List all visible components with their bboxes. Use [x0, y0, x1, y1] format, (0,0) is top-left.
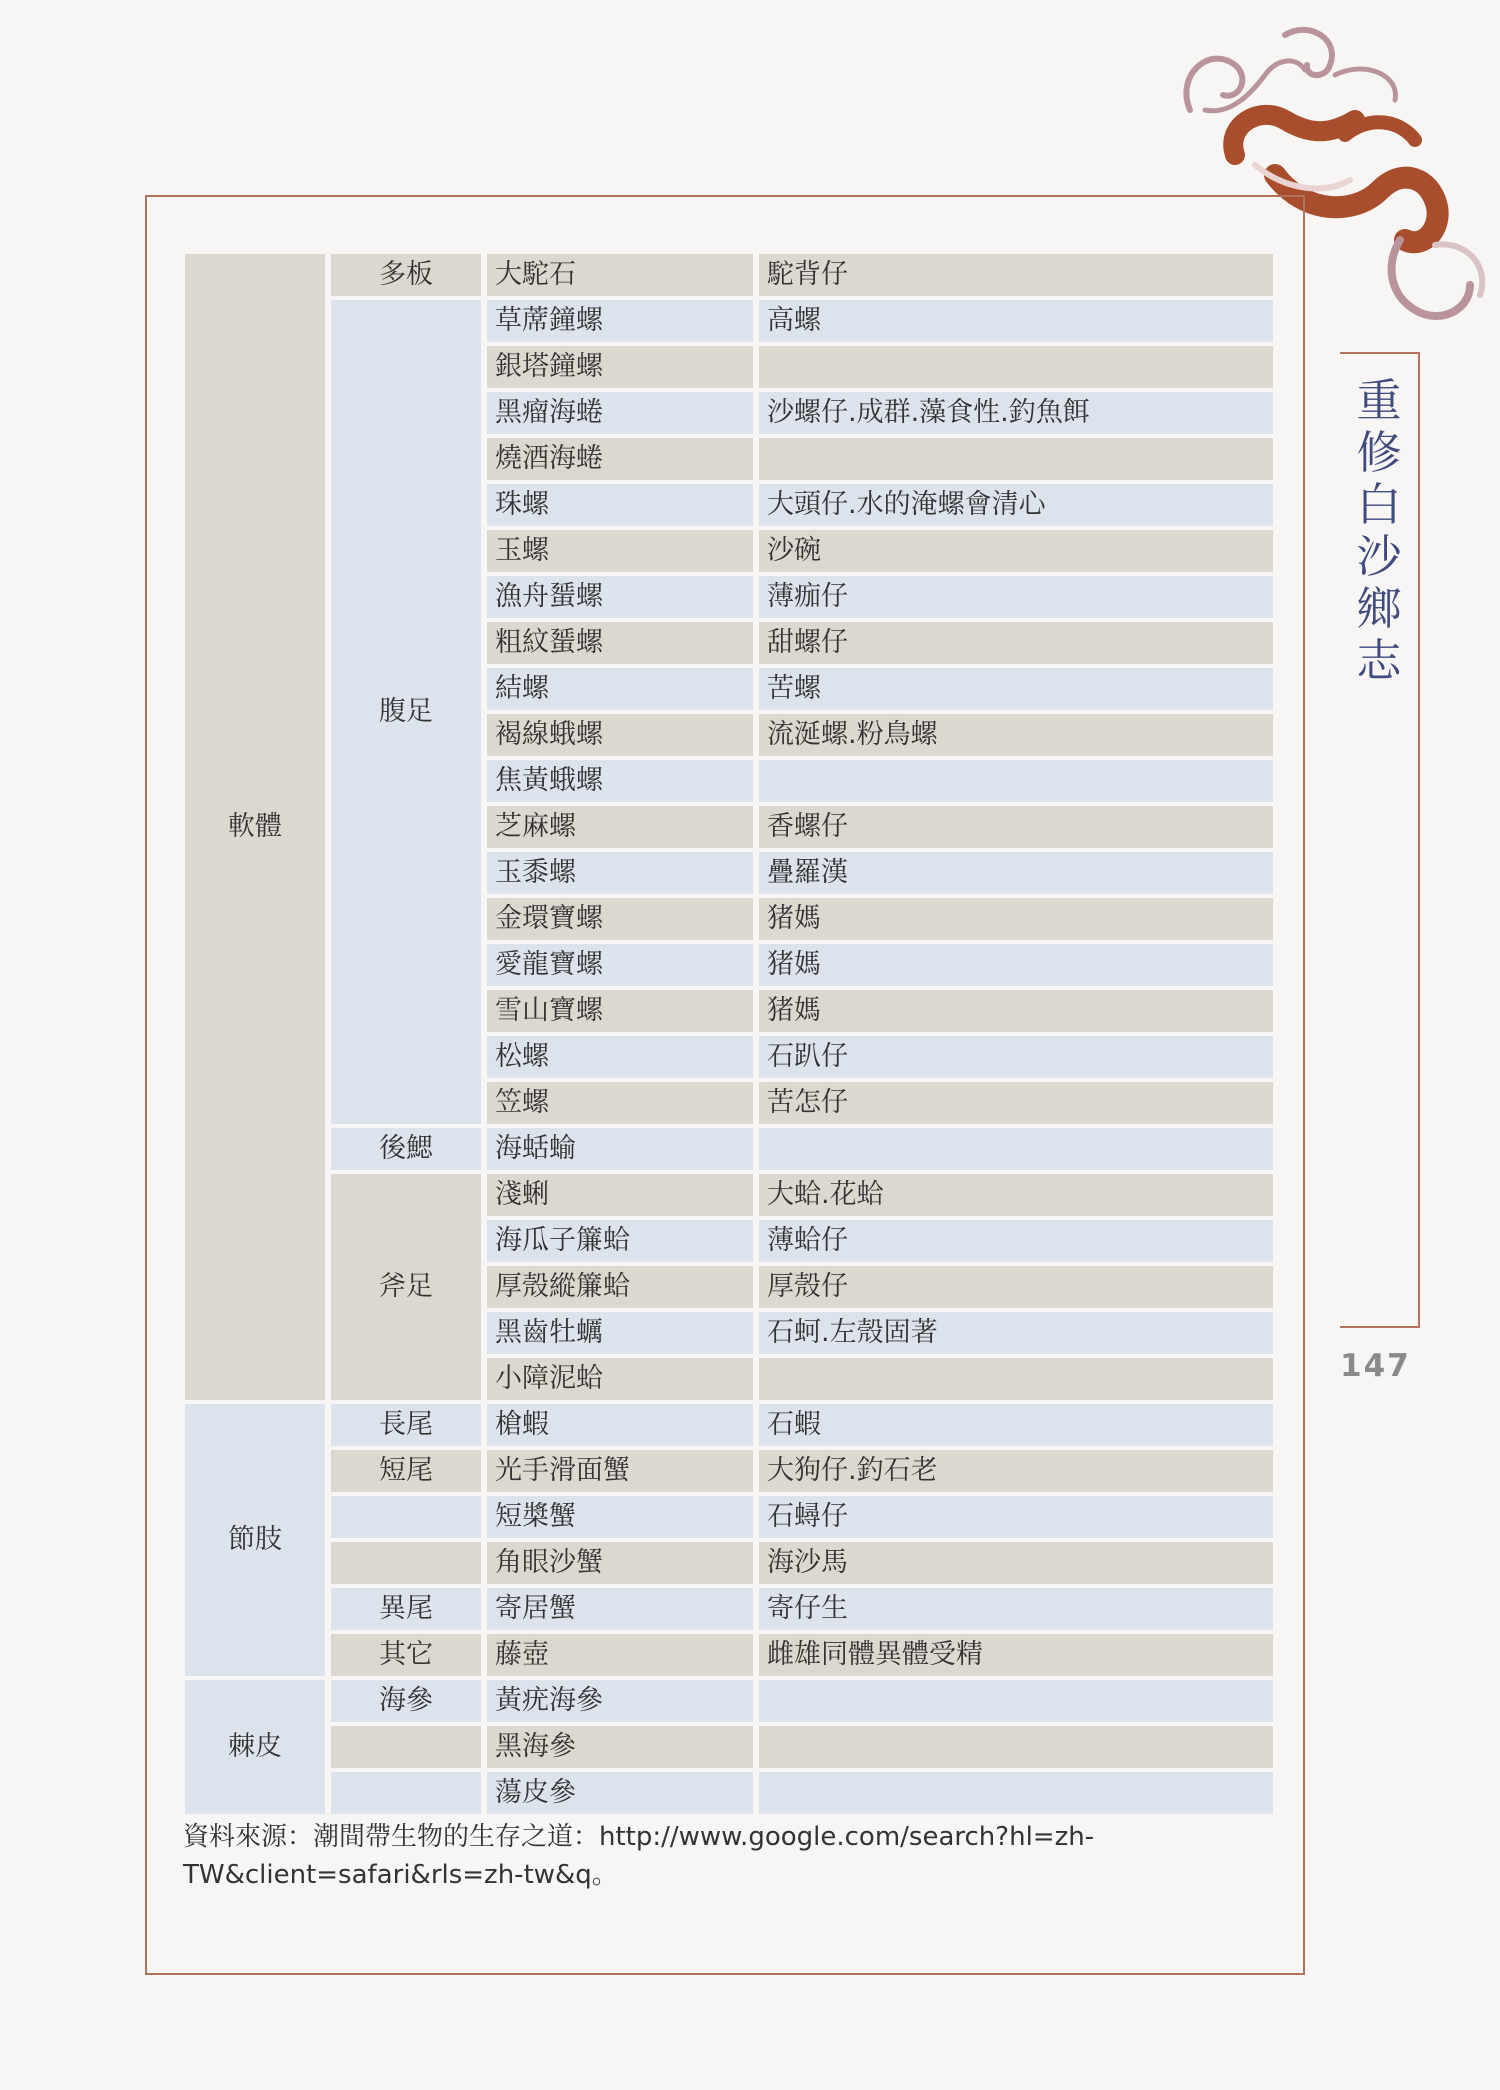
table-row [185, 1450, 1273, 1492]
class-cell: 腹足 [331, 300, 481, 1124]
class-cell: 海參 [331, 1680, 481, 1722]
species-name: 松螺 [487, 1036, 753, 1078]
source-note: 資料來源：潮間帶生物的生存之道：http://www.google.com/search?hl=zh-TW&client=safari&rls=zh-tw&q。 [183, 1822, 1095, 1890]
table-row [185, 1588, 1273, 1630]
local-name [759, 1772, 1273, 1814]
local-name: 流涎螺.粉鳥螺 [759, 714, 1273, 756]
table-row [185, 1174, 1273, 1216]
species-name: 雪山寶螺 [487, 990, 753, 1032]
species-name: 短槳蟹 [487, 1496, 753, 1538]
local-name: 猪媽 [759, 944, 1273, 986]
local-name: 石趴仔 [759, 1036, 1273, 1078]
species-name: 光手滑面蟹 [487, 1450, 753, 1492]
table-row [185, 1726, 1273, 1768]
local-name: 香螺仔 [759, 806, 1273, 848]
phylum-cell: 節肢 [185, 1404, 325, 1676]
species-table [185, 250, 1273, 1818]
local-name: 苦怎仔 [759, 1082, 1273, 1124]
species-name: 漁舟蜑螺 [487, 576, 753, 618]
local-name [759, 1726, 1273, 1768]
phylum-cell: 軟體 [185, 254, 325, 1400]
local-name: 沙螺仔.成群.藻食性.釣魚餌 [759, 392, 1273, 434]
local-name [759, 346, 1273, 388]
class-cell: 其它 [331, 1634, 481, 1676]
local-name [759, 1128, 1273, 1170]
local-name: 薄痂仔 [759, 576, 1273, 618]
species-name: 金環寶螺 [487, 898, 753, 940]
class-cell [331, 1542, 481, 1584]
species-name: 燒酒海蜷 [487, 438, 753, 480]
class-cell: 斧足 [331, 1174, 481, 1400]
class-cell [331, 1772, 481, 1814]
book-title: 重修白沙鄉志 [1356, 374, 1402, 687]
local-name: 猪媽 [759, 898, 1273, 940]
table-row [185, 1772, 1273, 1814]
table-row [185, 300, 1273, 342]
table-row [185, 1128, 1273, 1170]
table-row [185, 1634, 1273, 1676]
species-name: 大駝石 [487, 254, 753, 296]
class-cell: 後鰓 [331, 1128, 481, 1170]
local-name [759, 1358, 1273, 1400]
local-name: 大蛤.花蛤 [759, 1174, 1273, 1216]
species-name: 玉黍螺 [487, 852, 753, 894]
species-name: 蕩皮參 [487, 1772, 753, 1814]
table-row [185, 1496, 1273, 1538]
table-row [185, 1404, 1273, 1446]
species-name: 藤壺 [487, 1634, 753, 1676]
class-cell [331, 1726, 481, 1768]
species-name: 玉螺 [487, 530, 753, 572]
table-row [185, 1542, 1273, 1584]
species-name: 海蛞蝓 [487, 1128, 753, 1170]
species-name: 黑齒牡蠣 [487, 1312, 753, 1354]
local-name: 大頭仔.水的淹螺會清心 [759, 484, 1273, 526]
local-name: 石蝦 [759, 1404, 1273, 1446]
class-cell: 異尾 [331, 1588, 481, 1630]
table-row [185, 254, 1273, 296]
species-name: 結螺 [487, 668, 753, 710]
local-name [759, 438, 1273, 480]
species-name: 愛龍寶螺 [487, 944, 753, 986]
phylum-cell: 棘皮 [185, 1680, 325, 1814]
species-name: 褐線蛾螺 [487, 714, 753, 756]
local-name: 厚殼仔 [759, 1266, 1273, 1308]
species-name: 草蓆鐘螺 [487, 300, 753, 342]
local-name: 石蚵.左殼固著 [759, 1312, 1273, 1354]
local-name: 苦螺 [759, 668, 1273, 710]
class-cell: 短尾 [331, 1450, 481, 1492]
class-cell: 長尾 [331, 1404, 481, 1446]
local-name: 薄蛤仔 [759, 1220, 1273, 1262]
species-name: 焦黃蛾螺 [487, 760, 753, 802]
class-cell: 多板 [331, 254, 481, 296]
local-name: 大狗仔.釣石老 [759, 1450, 1273, 1492]
table-row [185, 1680, 1273, 1722]
species-name: 芝麻螺 [487, 806, 753, 848]
local-name: 海沙馬 [759, 1542, 1273, 1584]
local-name: 石蟳仔 [759, 1496, 1273, 1538]
species-name: 珠螺 [487, 484, 753, 526]
local-name: 駝背仔 [759, 254, 1273, 296]
local-name [759, 760, 1273, 802]
species-name: 小障泥蛤 [487, 1358, 753, 1400]
class-cell [331, 1496, 481, 1538]
local-name: 猪媽 [759, 990, 1273, 1032]
local-name: 高螺 [759, 300, 1273, 342]
species-name: 海瓜子簾蛤 [487, 1220, 753, 1262]
local-name: 寄仔生 [759, 1588, 1273, 1630]
species-name: 黑海參 [487, 1726, 753, 1768]
local-name: 沙碗 [759, 530, 1273, 572]
species-name: 厚殼縱簾蛤 [487, 1266, 753, 1308]
local-name [759, 1680, 1273, 1722]
species-name: 寄居蟹 [487, 1588, 753, 1630]
species-name: 黃疣海參 [487, 1680, 753, 1722]
local-name: 疊羅漢 [759, 852, 1273, 894]
species-name: 角眼沙蟹 [487, 1542, 753, 1584]
page-number: 147 [1340, 1348, 1411, 1384]
species-name: 銀塔鐘螺 [487, 346, 753, 388]
species-name: 粗紋蜑螺 [487, 622, 753, 664]
local-name: 甜螺仔 [759, 622, 1273, 664]
species-name: 笠螺 [487, 1082, 753, 1124]
local-name: 雌雄同體異體受精 [759, 1634, 1273, 1676]
species-name: 淺蜊 [487, 1174, 753, 1216]
species-name: 槍蝦 [487, 1404, 753, 1446]
species-name: 黑瘤海蜷 [487, 392, 753, 434]
